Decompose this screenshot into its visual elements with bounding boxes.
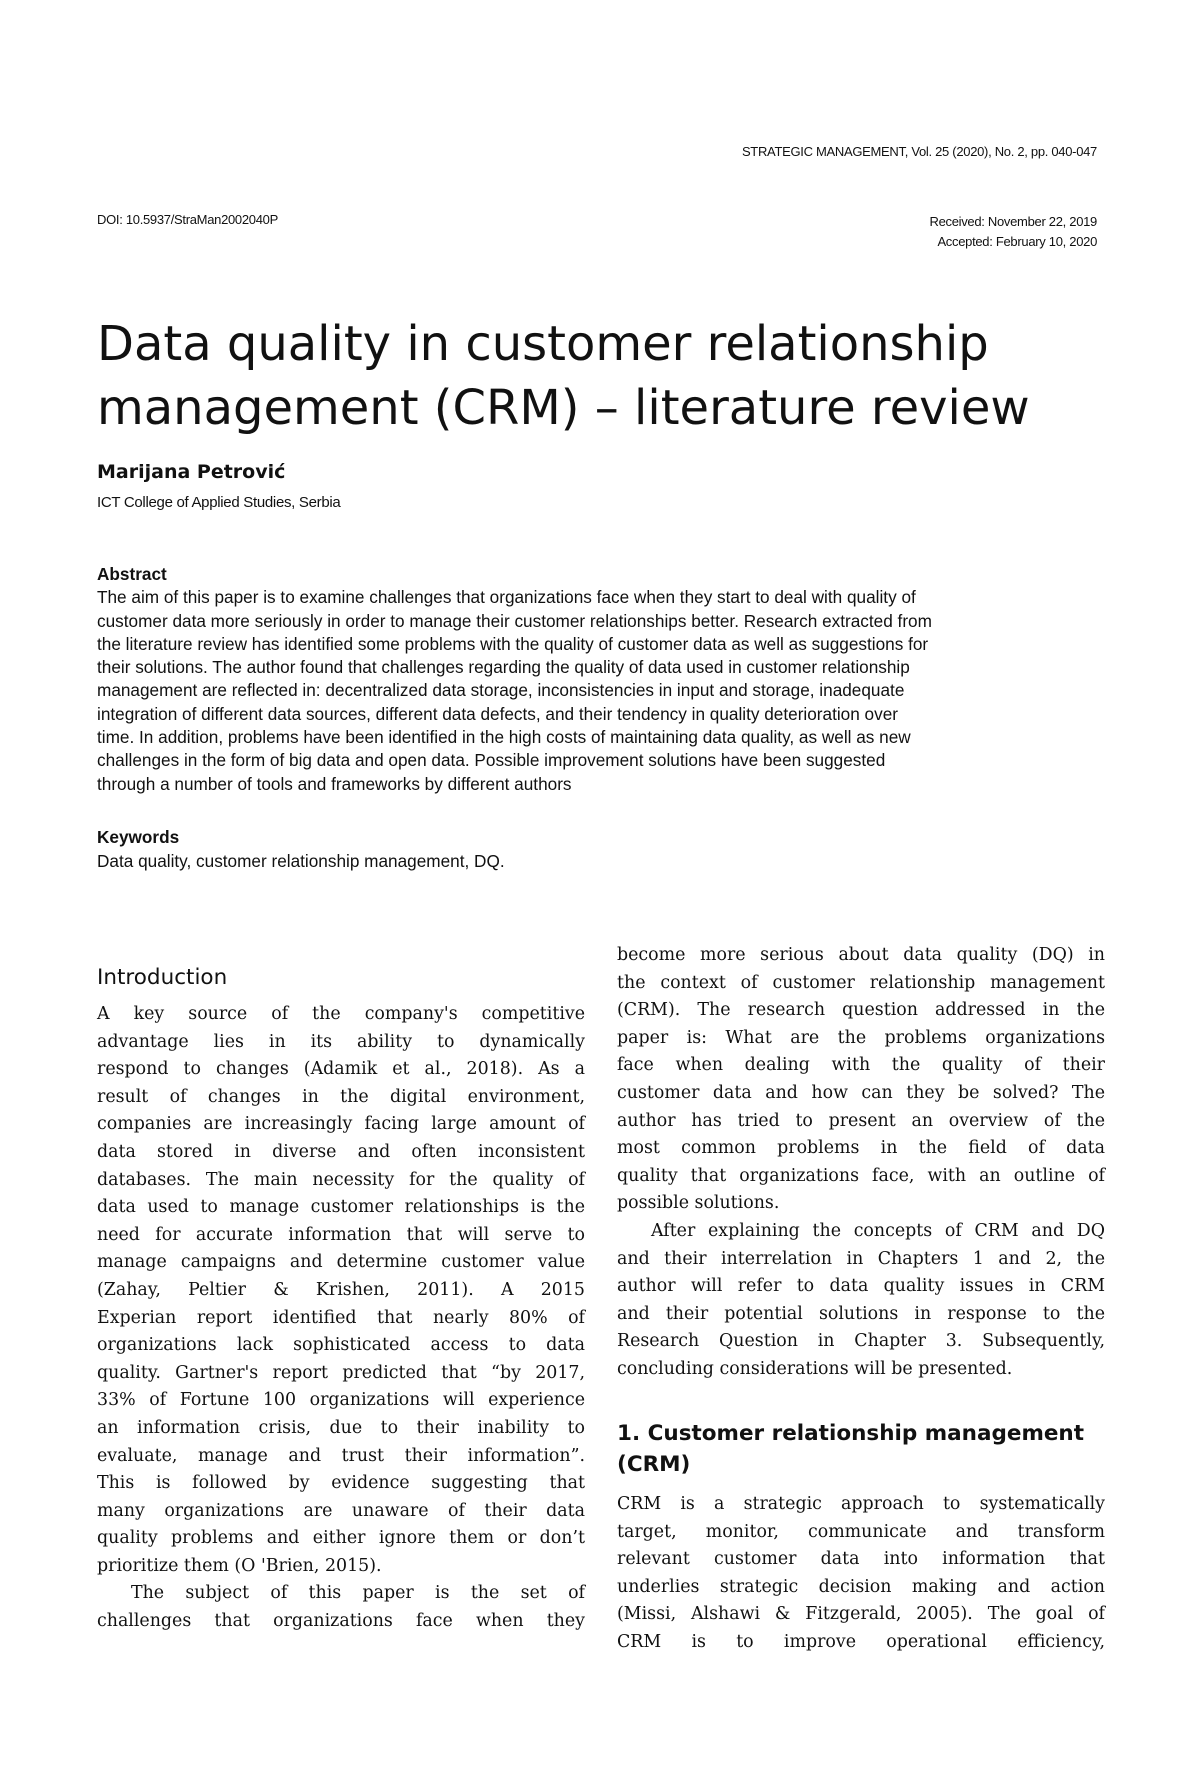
- body-line: Experian report identified that nearly 80% of: [97, 1307, 585, 1328]
- body-line: data used to manage customer relationships is the: [97, 1197, 585, 1218]
- body-line: quality that organizations face, with an outline of: [617, 1165, 1105, 1186]
- body-line: an information crisis, due to their inability to: [97, 1417, 585, 1438]
- body-line: possible solutions.: [617, 1193, 780, 1214]
- section-1-heading-line-1: 1. Customer relationship management: [617, 1421, 1085, 1446]
- body-line: The subject of this paper is the set of: [131, 1583, 585, 1604]
- body-line: This is followed by evidence suggesting that: [97, 1473, 585, 1494]
- introduction-section: [97, 962, 585, 1636]
- author-affiliation: ICT College of Applied Studies, Serbia: [97, 494, 341, 511]
- body-line: relevant customer data into information that: [617, 1549, 1105, 1570]
- title-line-1: Data quality in customer relationship: [97, 316, 989, 372]
- body-line: databases. The main necessity for the quality of: [97, 1169, 585, 1190]
- keywords: [97, 825, 505, 873]
- article-dates: [929, 212, 1097, 252]
- body-line: CRM is a strategic approach to systematically: [617, 1494, 1105, 1514]
- body-line: After explaining the concepts of CRM and DQ: [651, 1220, 1105, 1241]
- body-line: the context of customer relationship management: [617, 972, 1105, 993]
- abstract-line: the literature review has identified some problems with the quality of customer data as well as suggestions for: [97, 633, 929, 654]
- body-line: concluding considerations will be presented.: [617, 1358, 1013, 1379]
- body-line: target, monitor, communicate and transform: [617, 1521, 1105, 1542]
- body-line: paper is: What are the problems organizations: [617, 1027, 1105, 1048]
- body-line: many organizations are unaware of their data: [97, 1500, 585, 1521]
- body-line: customer data and how can they be solved? The: [617, 1082, 1105, 1103]
- body-line: most common problems in the field of data: [617, 1138, 1105, 1159]
- body-line: respond to changes (Adamik et al., 2018). As a: [97, 1059, 585, 1080]
- body-line: quality problems and either ignore them or don’t: [97, 1528, 585, 1549]
- accepted-date: Accepted: February 10, 2020: [937, 234, 1097, 249]
- body-line: (Missi, Alshawi & Fitzgerald, 2005). The goal of: [617, 1604, 1105, 1625]
- section-1-heading-line-2: (CRM): [617, 1452, 691, 1477]
- keywords-heading: Keywords: [97, 827, 180, 847]
- abstract-heading: Abstract: [97, 564, 167, 584]
- keywords-text: Data quality, customer relationship management, DQ.: [97, 851, 505, 871]
- body-line: underlies strategic decision making and action: [617, 1576, 1105, 1597]
- abstract-line: challenges in the form of big data and open data. Possible improvement solutions have been suggested: [97, 750, 886, 771]
- body-line: result of changes in the digital environment,: [97, 1086, 585, 1107]
- body-line: (CRM). The research question addressed in the: [617, 1000, 1105, 1021]
- received-date: Received: November 22, 2019: [929, 214, 1097, 229]
- introduction-heading: Introduction: [97, 965, 228, 990]
- body-line: quality. Gartner's report predicted that “by 2017,: [97, 1362, 585, 1383]
- body-line: author has tried to present an overview of the: [617, 1110, 1105, 1131]
- abstract-line: management are reflected in: decentralized data storage, inconsistencies in input and storage, inadequate: [97, 680, 905, 701]
- body-line: CRM is to improve operational efficiency,: [617, 1631, 1105, 1652]
- title-line-2: management (CRM) – literature review: [97, 380, 1030, 436]
- body-line: face when dealing with the quality of their: [617, 1055, 1105, 1076]
- body-line: challenges that organizations face when they: [97, 1611, 585, 1632]
- abstract-line: integration of different data sources, different data defects, and their tendency in quality deterioration over: [97, 703, 898, 724]
- body-line: Research Question in Chapter 3. Subsequently,: [617, 1331, 1105, 1352]
- section-1-body: [617, 1491, 1105, 1657]
- body-line: data stored in diverse and often inconsistent: [97, 1141, 585, 1162]
- body-line: author will refer to data quality issues in CRM: [617, 1276, 1105, 1297]
- body-line: organizations lack sophisticated access to data: [97, 1335, 585, 1356]
- body-line: 33% of Fortune 100 organizations will experience: [97, 1390, 585, 1411]
- body-line: advantage lies in its ability to dynamically: [97, 1031, 585, 1052]
- body-line: manage campaigns and determine customer value: [97, 1252, 585, 1273]
- body-line: evaluate, manage and trust their information”.: [97, 1445, 585, 1466]
- body-line: companies are increasingly facing large amount of: [97, 1114, 585, 1135]
- doi: DOI: 10.5937/StraMan2002040P: [97, 212, 278, 227]
- right-column: [617, 942, 1105, 1384]
- body-line: A key source of the company's competitive: [97, 1004, 585, 1024]
- body-line: need for accurate information that will serve to: [97, 1224, 585, 1245]
- body-line: and their potential solutions in response to the: [617, 1303, 1105, 1324]
- abstract-line: through a number of tools and frameworks by different authors: [97, 773, 572, 794]
- journal-citation: STRATEGIC MANAGEMENT, Vol. 25 (2020), No. 2, pp. 040-047: [741, 144, 1097, 159]
- paper-title: [97, 312, 1097, 440]
- abstract-line: customer data more seriously in order to manage their customer relationships better. Research extracted from: [97, 610, 932, 631]
- abstract-line: The aim of this paper is to examine challenges that organizations face when they start to deal with quality of: [97, 587, 916, 608]
- abstract: [97, 563, 1107, 796]
- body-line: and their interrelation in Chapters 1 and 2, the: [617, 1248, 1105, 1269]
- abstract-line: time. In addition, problems have been identified in the high costs of maintaining data quality, as well as new: [97, 727, 911, 748]
- body-line: become more serious about data quality (DQ) in: [617, 945, 1105, 965]
- section-1-heading: [617, 1418, 1137, 1480]
- abstract-line: their solutions. The author found that challenges regarding the quality of data used in customer relationship: [97, 657, 910, 678]
- body-line: prioritize them (O 'Brien, 2015).: [97, 1555, 382, 1576]
- author-name: Marijana Petrović: [97, 461, 286, 483]
- body-line: (Zahay, Peltier & Krishen, 2011). A 2015: [97, 1279, 585, 1300]
